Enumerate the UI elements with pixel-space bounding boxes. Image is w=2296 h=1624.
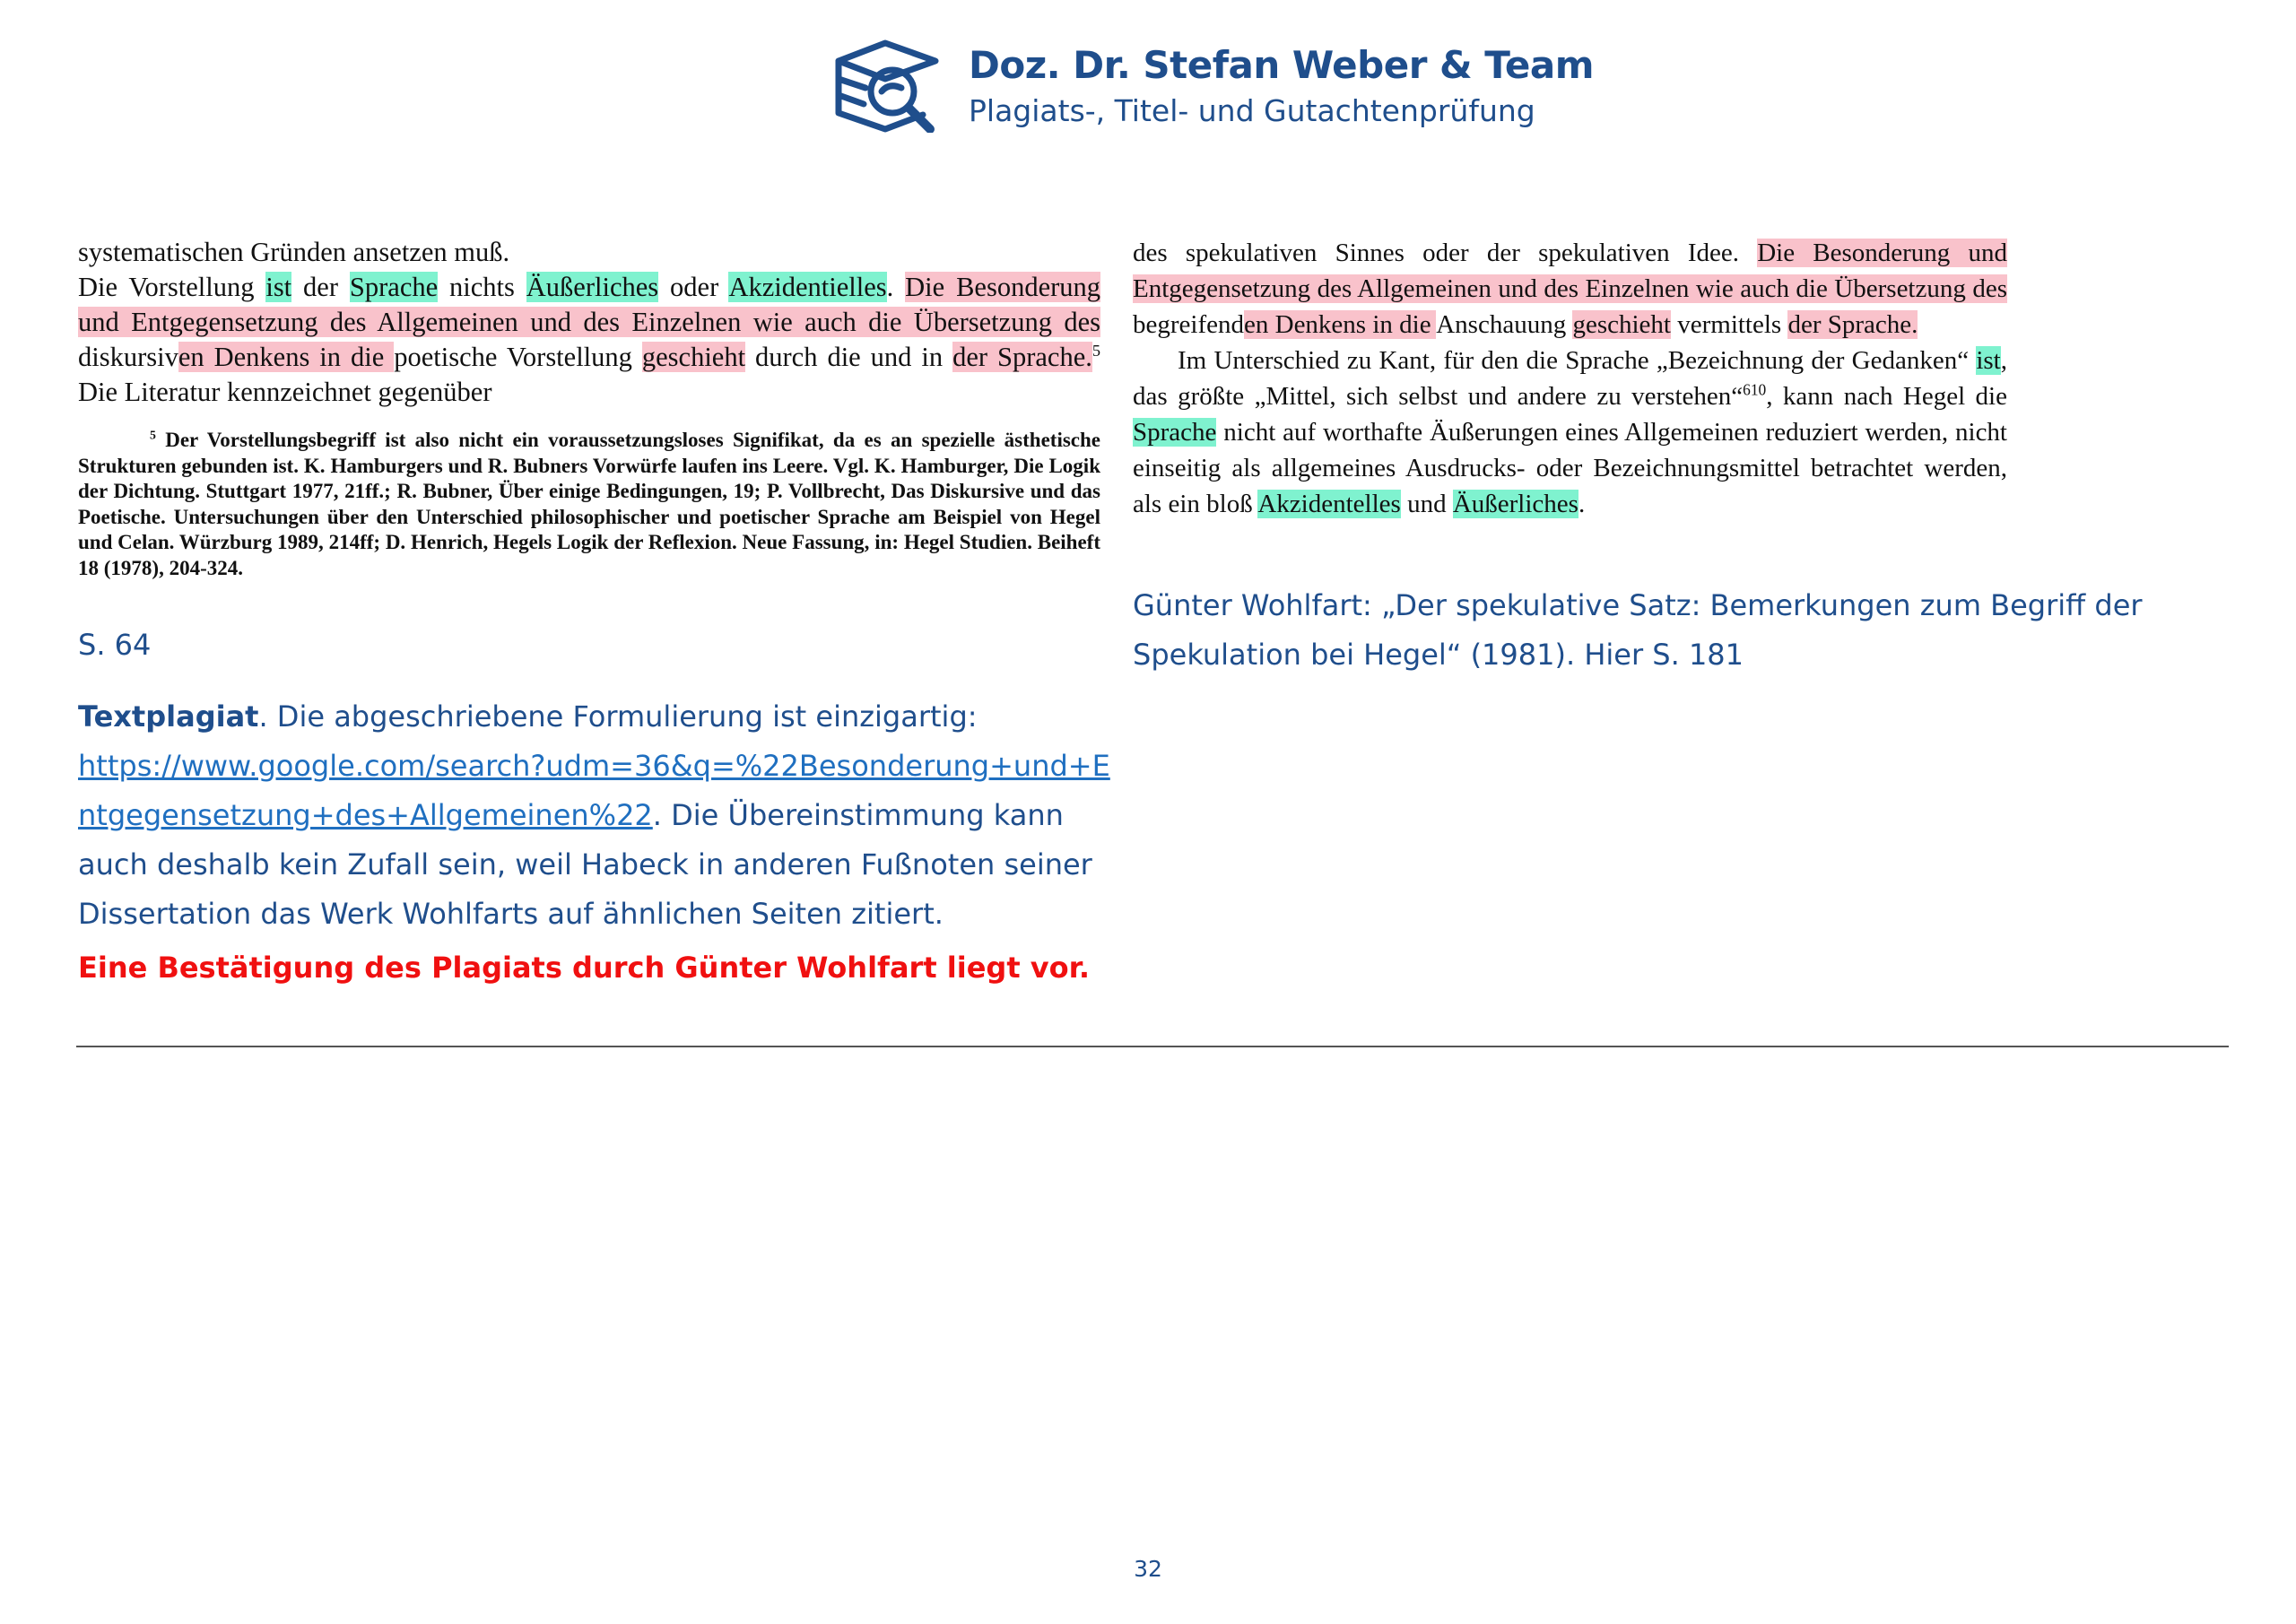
match-phrase: der Sprache. (952, 342, 1092, 372)
excerpt-body (78, 235, 1100, 410)
text-run: Anschauung (1436, 310, 1573, 339)
match-word: Äußerliches (1452, 490, 1578, 518)
text-run: durch die und in (745, 342, 953, 372)
text-run: der (291, 272, 350, 302)
match-phrase: en Denkens in die (1244, 310, 1437, 339)
text-run: Die Literatur kennzeichnet gegenüber (78, 377, 492, 407)
organization-tagline: Plagiats-, Titel- und Gutachtenprüfung (969, 93, 1535, 128)
plagiarism-analysis (78, 692, 1118, 939)
dissertation-excerpt (78, 235, 1100, 581)
match-phrase: Die Besonderung und Entgegensetzung des Allgemeinen und des Einzelnen wie auch die Übersetzung des (1133, 239, 2007, 303)
page-header (830, 36, 1594, 139)
page-number: 32 (1134, 1556, 1162, 1582)
text-run: , kann nach Hegel die (1766, 382, 2007, 411)
text-run: vermittels (1670, 310, 1788, 339)
text-run: Im Unterschied zu Kant, für den die Sprache „Bezeichnung der Gedanken“ (1178, 346, 1977, 375)
match-word: Akzidentelles (1257, 490, 1401, 518)
excerpt-line: systematischen Gründen ansetzen muß. (78, 237, 510, 267)
footnote-reference: 610 (1743, 380, 1767, 399)
google-search-link[interactable]: https://www.google.com/search?udm=36&q=%22Besonderung+und+Entgegensetzung+des+Allgemeinen%22 (78, 749, 1110, 832)
match-phrase: geschieht (1572, 310, 1671, 339)
text-run: poetische Vorstellung (394, 342, 642, 372)
match-phrase: der Sprache. (1787, 310, 1918, 339)
text-run: nicht auf worthafte Äußerungen eines Allgemeinen reduziert werden, nicht einseitig als allgemeines Ausdrucks- oder Bezeichnungsmittel betrachtet werden, als ein bloß (1133, 418, 2007, 518)
text-run: diskursiv (78, 342, 178, 372)
source-citation: Günter Wohlfart: „Der spekulative Satz: Bemerkungen zum Begriff der Spekulation bei Hegel“ (1981). Hier S. 181 (1133, 588, 2143, 672)
page-reference: S. 64 (78, 628, 152, 662)
text-run: Die Vorstellung (78, 272, 266, 302)
book-magnifier-icon (830, 36, 942, 133)
match-word: ist (265, 272, 292, 302)
text-run: und (1400, 490, 1453, 518)
text-run: , das größte „Mittel, sich selbst und andere zu verstehen“ (1133, 346, 2007, 411)
text-run: des spekulativen Sinnes oder der spekulativen Idee. (1133, 239, 1758, 267)
analysis-rest: . Die Übereinstimmung kann auch deshalb kein Zufall sein, weil Habeck in anderen Fußnoten seiner Dissertation das Werk Wohlfarts auf ähnlichen Seiten zitiert. (78, 798, 1092, 931)
match-phrase: en Denkens in die (178, 342, 395, 372)
match-word: Sprache (349, 272, 439, 302)
footnote-content: Der Vorstellungsbegriff ist also nicht ein voraussetzungsloses Signifikat, da es an spezielle ästhetische Strukturen gebunden ist. K. Hamburgers und R. Bubners Vorwürfe laufen ins Leere. Vgl. K. Hamburger, Die Logik der Dichtung. Stuttgart 1977, 21ff.; R. Bubner, Über einige Bedingungen, 19; P. Vollbrecht, Das Diskursive und das Poetische. Untersuchungen über den Unterschied philosophischer und poetischer Sprache am Beispiel von Hegel und Celan. Würzburg 1989, 214ff; D. Henrich, Hegels Logik der Reflexion. Neue Fassung, in: Hegel Studien. Beiheft 18 (1978), 204-324. (78, 429, 1100, 579)
source-paragraph-2 (1133, 343, 2007, 522)
footnote-text (78, 428, 1100, 581)
analysis-label: Textplagiat (78, 699, 259, 734)
text-run: . (1578, 490, 1586, 518)
text-run: begreifend (1133, 310, 1244, 339)
match-phrase: Die Besonderung und Entgegensetzung des Allgemeinen und des Einzelnen wie auch die Übersetzung des (78, 272, 1101, 337)
match-word: Sprache (1133, 418, 1217, 447)
source-paragraph-1 (1133, 235, 2007, 343)
divider (76, 1046, 2229, 1047)
text-run: . (886, 272, 906, 302)
organization-name: Doz. Dr. Stefan Weber & Team (969, 43, 1594, 87)
confirmation-statement: Eine Bestätigung des Plagiats durch Günter Wohlfart liegt vor. (78, 951, 1090, 985)
footnote-reference: 5 (1091, 341, 1101, 360)
analysis-text: . Die abgeschriebene Formulierung ist einzigartig: (258, 699, 978, 734)
match-word: Akzidentielles (728, 272, 887, 302)
match-word: Äußerliches (526, 272, 659, 302)
source-excerpt (1133, 235, 2007, 522)
match-word: ist (1976, 346, 2001, 375)
text-run: oder (658, 272, 729, 302)
footnote (78, 428, 1100, 581)
footnote-number: 5 (150, 428, 156, 442)
text-run: nichts (438, 272, 526, 302)
match-phrase: geschieht (641, 342, 746, 372)
